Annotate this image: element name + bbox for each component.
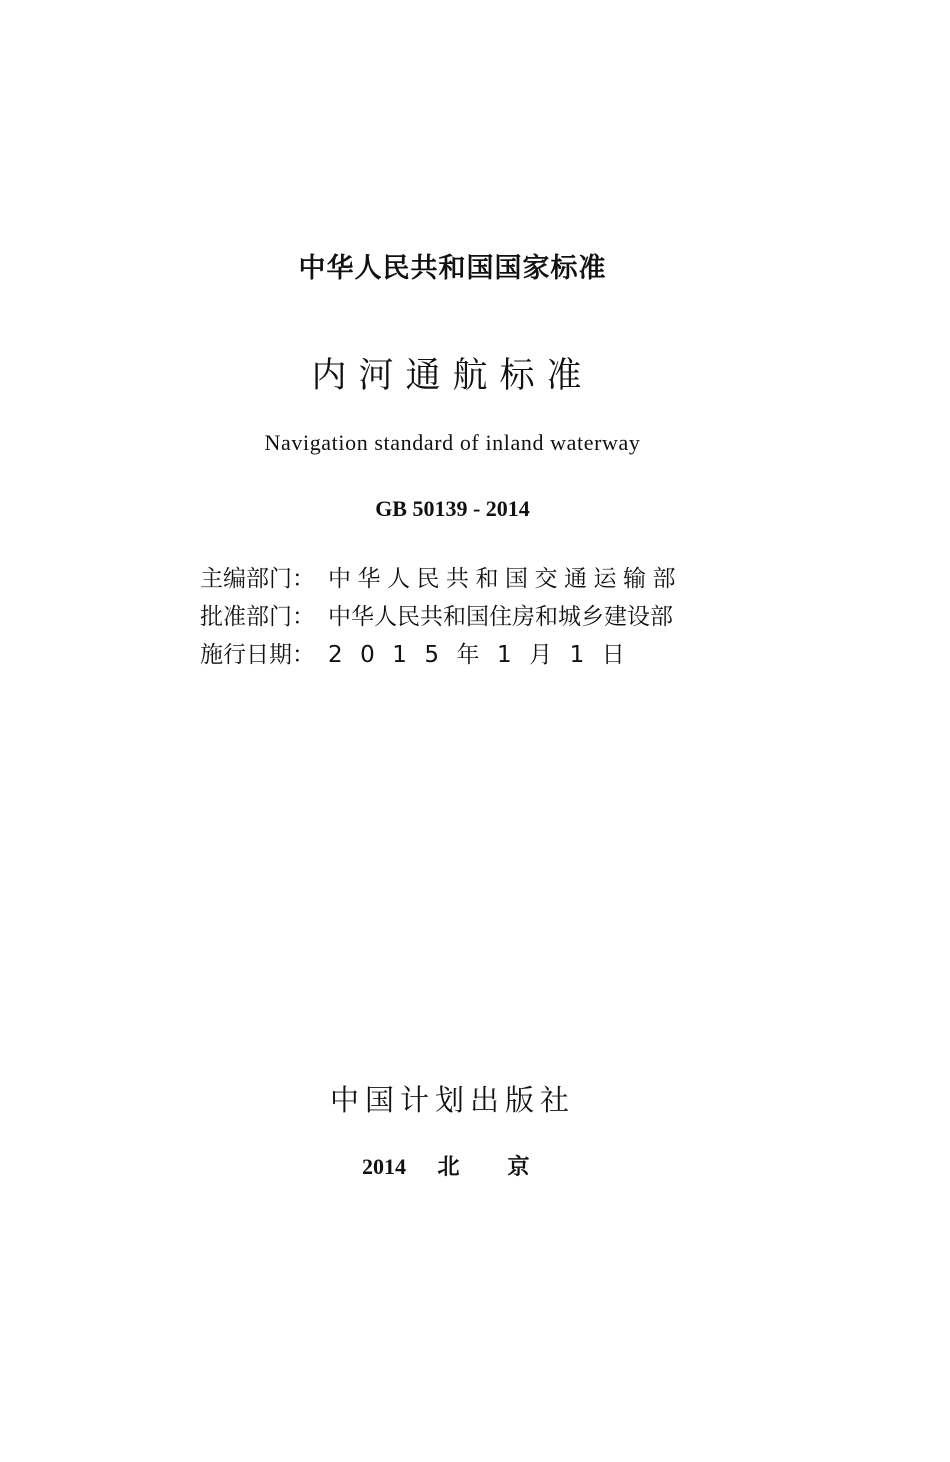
meta-label-approver: 批准部门： bbox=[200, 604, 315, 630]
meta-label-effective-date: 施行日期： bbox=[200, 642, 315, 668]
meta-value-effective-date: 2015年1月1日 bbox=[328, 642, 643, 668]
meta-row-editor bbox=[200, 560, 705, 598]
publisher-name: 中国计划出版社 bbox=[329, 1083, 575, 1117]
english-title: Navigation standard of inland waterway bbox=[264, 430, 641, 455]
meta-value-approver: 中华人民共和国住房和城乡建设部 bbox=[328, 604, 673, 630]
metadata-block bbox=[200, 560, 705, 674]
meta-label-editor: 主编部门： bbox=[200, 566, 315, 592]
series-title: 中华人民共和国国家标准 bbox=[298, 253, 607, 284]
meta-value-editor: 中华人民共和国交通运输部 bbox=[328, 566, 682, 592]
imprint-city: 北京 bbox=[437, 1155, 578, 1180]
main-title: 内河通航标准 bbox=[311, 356, 594, 396]
imprint bbox=[362, 1150, 578, 1181]
imprint-year: 2014 bbox=[362, 1154, 406, 1179]
standard-code: GB 50139 - 2014 bbox=[375, 496, 530, 521]
meta-row-effective-date bbox=[200, 636, 705, 674]
meta-row-approver bbox=[200, 598, 705, 636]
